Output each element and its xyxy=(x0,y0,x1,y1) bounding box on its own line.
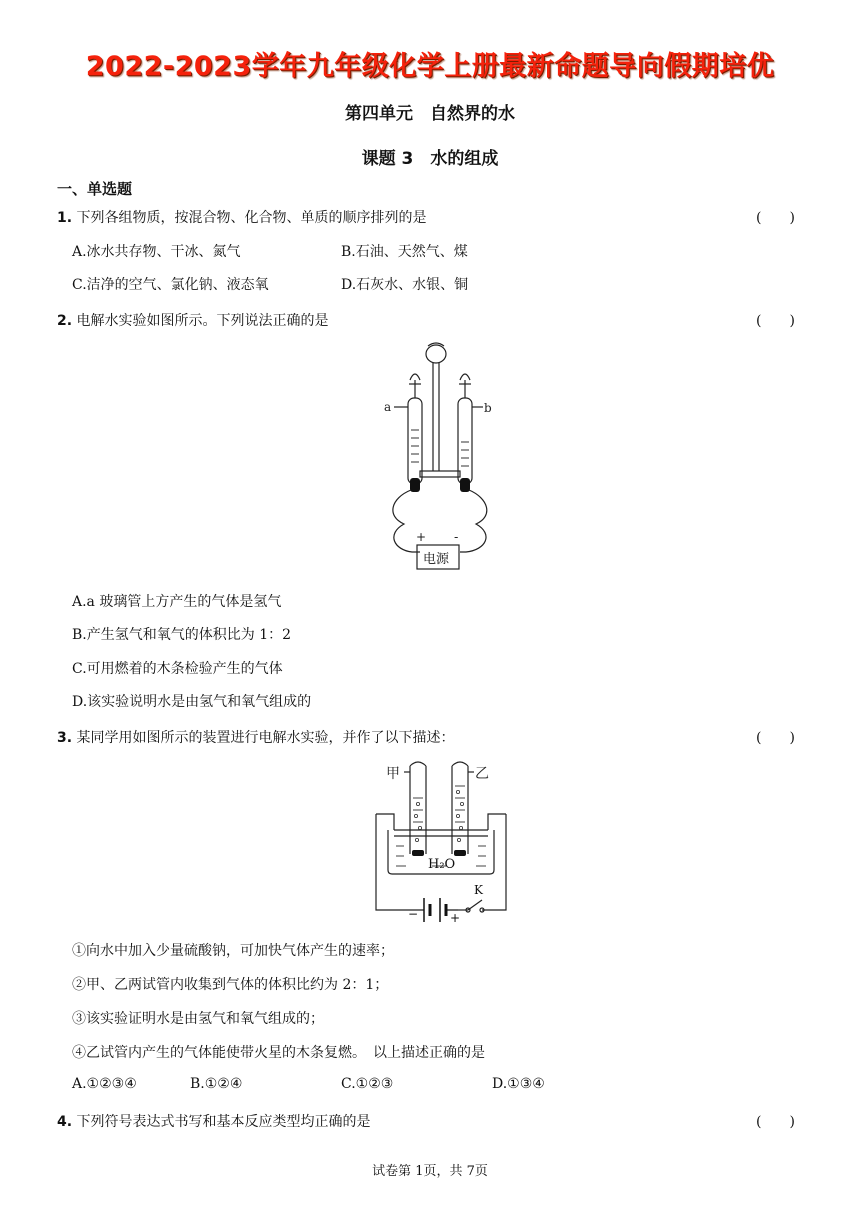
statement-2: ②甲、乙两试管内收集到气体的体积比约为 2：1； xyxy=(72,977,389,993)
question-number: 4. xyxy=(57,1114,73,1130)
question-2 xyxy=(57,310,329,330)
option-d: D.①③④ xyxy=(492,1076,545,1092)
question-stem: 下列各组物质，按混合物、化合物、单质的顺序排列的是 xyxy=(76,210,427,226)
answer-blank: ( ) xyxy=(756,730,795,746)
unit-title: 第四单元 自然界的水 xyxy=(345,104,515,124)
option-c: C.①②③ xyxy=(341,1076,394,1092)
option-b: B.产生氢气和氧气的体积比为 1：2 xyxy=(72,627,292,643)
question-stem: 下列符号表达式书写和基本反应类型均正确的是 xyxy=(76,1114,371,1130)
statement-1: ①向水中加入少量硫酸钠，可加快气体产生的速率； xyxy=(72,943,394,959)
water-label: H₂O xyxy=(428,857,456,872)
page-footer: 试卷第 1页，共 7页 xyxy=(372,1164,488,1179)
answer-blank: ( ) xyxy=(756,313,795,329)
label-jia: 甲 xyxy=(386,766,400,782)
question-stem: 某同学用如图所示的装置进行电解水实验，并作了以下描述： xyxy=(76,730,455,746)
option-a: A.①②③④ xyxy=(72,1076,137,1092)
switch-label: K xyxy=(474,883,483,897)
option-a: A.冰水共存物、干冰、氮气 xyxy=(72,244,241,260)
label-b: b xyxy=(484,401,492,415)
statement-3: ③该实验证明水是由氢气和氧气组成的； xyxy=(72,1011,324,1027)
plus-sign: + xyxy=(450,911,461,925)
minus-sign: - xyxy=(454,530,459,544)
option-c: C.洁净的空气、氯化钠、液态氧 xyxy=(72,277,269,293)
electrolysis-beaker-figure xyxy=(360,758,520,925)
option-c: C.可用燃着的木条检验产生的气体 xyxy=(72,661,283,677)
plus-sign: + xyxy=(416,530,427,544)
statement-4: ④乙试管内产生的气体能使带火星的木条复燃。 以上描述正确的是 xyxy=(72,1045,485,1061)
label-yi: 乙 xyxy=(475,766,489,782)
option-b: B.①②④ xyxy=(190,1076,243,1092)
question-4 xyxy=(57,1111,371,1131)
electrolysis-apparatus-figure xyxy=(376,338,496,578)
question-number: 1. xyxy=(57,210,73,226)
question-1 xyxy=(57,207,427,227)
question-3 xyxy=(57,727,455,747)
option-b: B.石油、天然气、煤 xyxy=(341,244,468,260)
section-title: 一、单选题 xyxy=(57,180,133,198)
banner-title: 2022-2023学年九年级化学上册最新命题导向假期培优 xyxy=(85,51,775,82)
question-stem: 电解水实验如图所示。下列说法正确的是 xyxy=(76,313,329,329)
power-source-label: 电源 xyxy=(423,552,450,567)
answer-blank: ( ) xyxy=(756,210,795,226)
option-d: D.该实验说明水是由氢气和氧气组成的 xyxy=(72,694,312,710)
lesson-title: 课题 3 水的组成 xyxy=(361,149,499,169)
question-number: 2. xyxy=(57,313,73,329)
option-d: D.石灰水、水银、铜 xyxy=(341,277,469,293)
minus-sign: − xyxy=(408,907,419,921)
label-a: a xyxy=(384,400,392,414)
option-a: A.a 玻璃管上方产生的气体是氢气 xyxy=(72,594,282,610)
question-number: 3. xyxy=(57,730,73,746)
answer-blank: ( ) xyxy=(756,1114,795,1130)
